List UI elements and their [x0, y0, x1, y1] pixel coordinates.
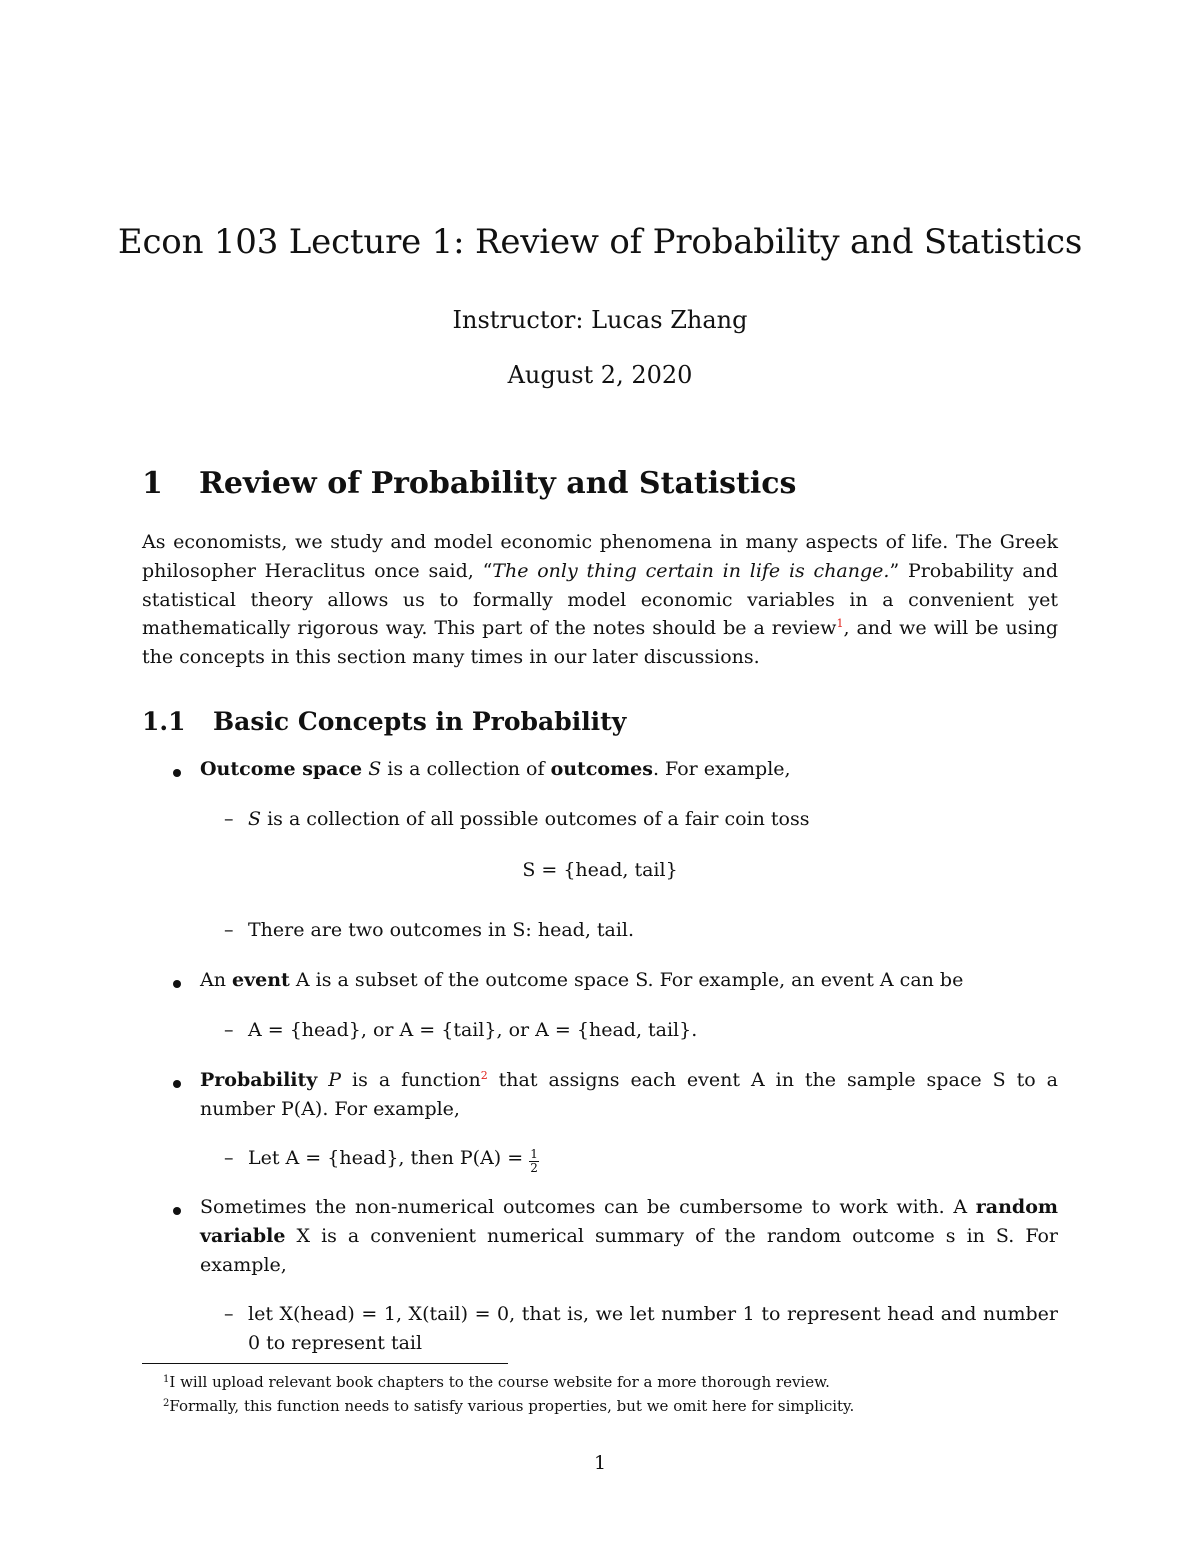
date-line: August 2, 2020: [507, 361, 693, 389]
bullet-text: Sometimes the non-numerical outcomes can be cumbersome to work with. A: [200, 1196, 976, 1218]
sub-item: let X(head) = 1, X(tail) = 0, that is, we let number 1 to represent head and number 0 to represent tail: [248, 1303, 1058, 1354]
document-title: Econ 103 Lecture 1: Review of Probability and Statistics: [117, 222, 1083, 262]
term-outcome-space: Outcome space: [200, 758, 363, 780]
bullet-text: A is a subset of the outcome space S. For example, an event A can be: [289, 969, 964, 991]
sub-item: [248, 805, 1058, 834]
section-number: 1: [142, 466, 163, 501]
symbol-p: P: [328, 1069, 342, 1091]
dash-marker: –: [224, 1147, 234, 1169]
bullet-text: is a collection of: [381, 758, 551, 780]
page-number: 1: [593, 1452, 607, 1474]
sub-item-text: is a collection of all possible outcomes of a fair coin toss: [261, 808, 810, 830]
bullet-text: X is a convenient numerical summary of the random outcome s in S. For example,: [200, 1224, 1058, 1276]
dash-marker: –: [224, 808, 234, 830]
bullet-text: that assigns each event A in the sample space S to a number P(A). For example,: [200, 1069, 1058, 1120]
bullet-event: [200, 966, 1058, 995]
sub-item-text: Let A = {head}, then P(A) =: [248, 1147, 530, 1169]
bullet-random-variable: [200, 1193, 1058, 1279]
subsection-title: Basic Concepts in Probability: [213, 707, 627, 736]
term-outcomes: outcomes: [550, 758, 653, 780]
section-title: Review of Probability and Statistics: [199, 466, 797, 501]
bullet-marker: [173, 1207, 181, 1215]
bullet-outcome-space: [200, 755, 1058, 784]
footnote-rule: [142, 1363, 508, 1364]
bullet-text: is a function: [341, 1069, 481, 1091]
intro-text-1: As economists, we study and model economic phenomena in many aspects of life. The Greek philosopher Heraclitus once said, “: [142, 531, 1058, 582]
intro-text-2: ” Probability and statistical theory allows us to formally model economic variables in a convenient yet mathematically rigorous way. This part of the notes should be a review: [142, 559, 1059, 640]
fraction: [529, 1148, 539, 1175]
term-probability: Probability: [200, 1069, 318, 1091]
heraclitus-quote: The only thing certain in life is change.: [492, 559, 890, 582]
bullet-marker: [173, 769, 181, 777]
footnote-text: Formally, this function needs to satisfy various properties, but we omit here for simplicity.: [169, 1397, 855, 1415]
footnote-ref-2[interactable]: 2: [480, 1069, 488, 1082]
dash-marker: –: [224, 1019, 234, 1041]
fraction-denominator: 2: [530, 1161, 538, 1175]
bullet-marker: [173, 1080, 181, 1088]
footnote-1: [163, 1372, 830, 1392]
footnote-text: I will upload relevant book chapters to the course website for a more thorough review.: [169, 1373, 830, 1391]
sub-item: There are two outcomes in S: head, tail.: [248, 919, 635, 941]
term-random-variable: random variable: [200, 1196, 1058, 1247]
subsection-heading: [142, 707, 626, 736]
sub-item: A = {head}, or A = {tail}, or A = {head, tail}.: [248, 1019, 698, 1041]
bullet-marker: [173, 980, 181, 988]
bullet-probability: [200, 1066, 1058, 1124]
footnote-2: [163, 1396, 854, 1416]
fraction-numerator: 1: [530, 1147, 538, 1161]
footnote-mark: 2: [163, 1398, 170, 1409]
term-event: event: [232, 969, 290, 991]
footnote-ref-1[interactable]: 1: [836, 617, 844, 631]
sub-item: [248, 1144, 1058, 1175]
subsection-number: 1.1: [142, 707, 186, 736]
intro-text-3: , and we will be using the concepts in this section many times in our later discussions.: [142, 617, 1058, 669]
footnote-mark: 1: [163, 1374, 170, 1385]
symbol-s: S: [248, 808, 262, 830]
intro-paragraph: [142, 528, 1058, 672]
dash-marker: –: [224, 919, 234, 941]
display-equation: S = {head, tail}: [522, 859, 678, 881]
section-heading: [142, 466, 796, 501]
bullet-text: An: [200, 969, 232, 991]
bullet-text: . For example,: [652, 758, 791, 780]
author-line: Instructor: Lucas Zhang: [452, 306, 748, 334]
dash-marker: –: [224, 1303, 234, 1325]
symbol-s: S: [368, 758, 382, 780]
